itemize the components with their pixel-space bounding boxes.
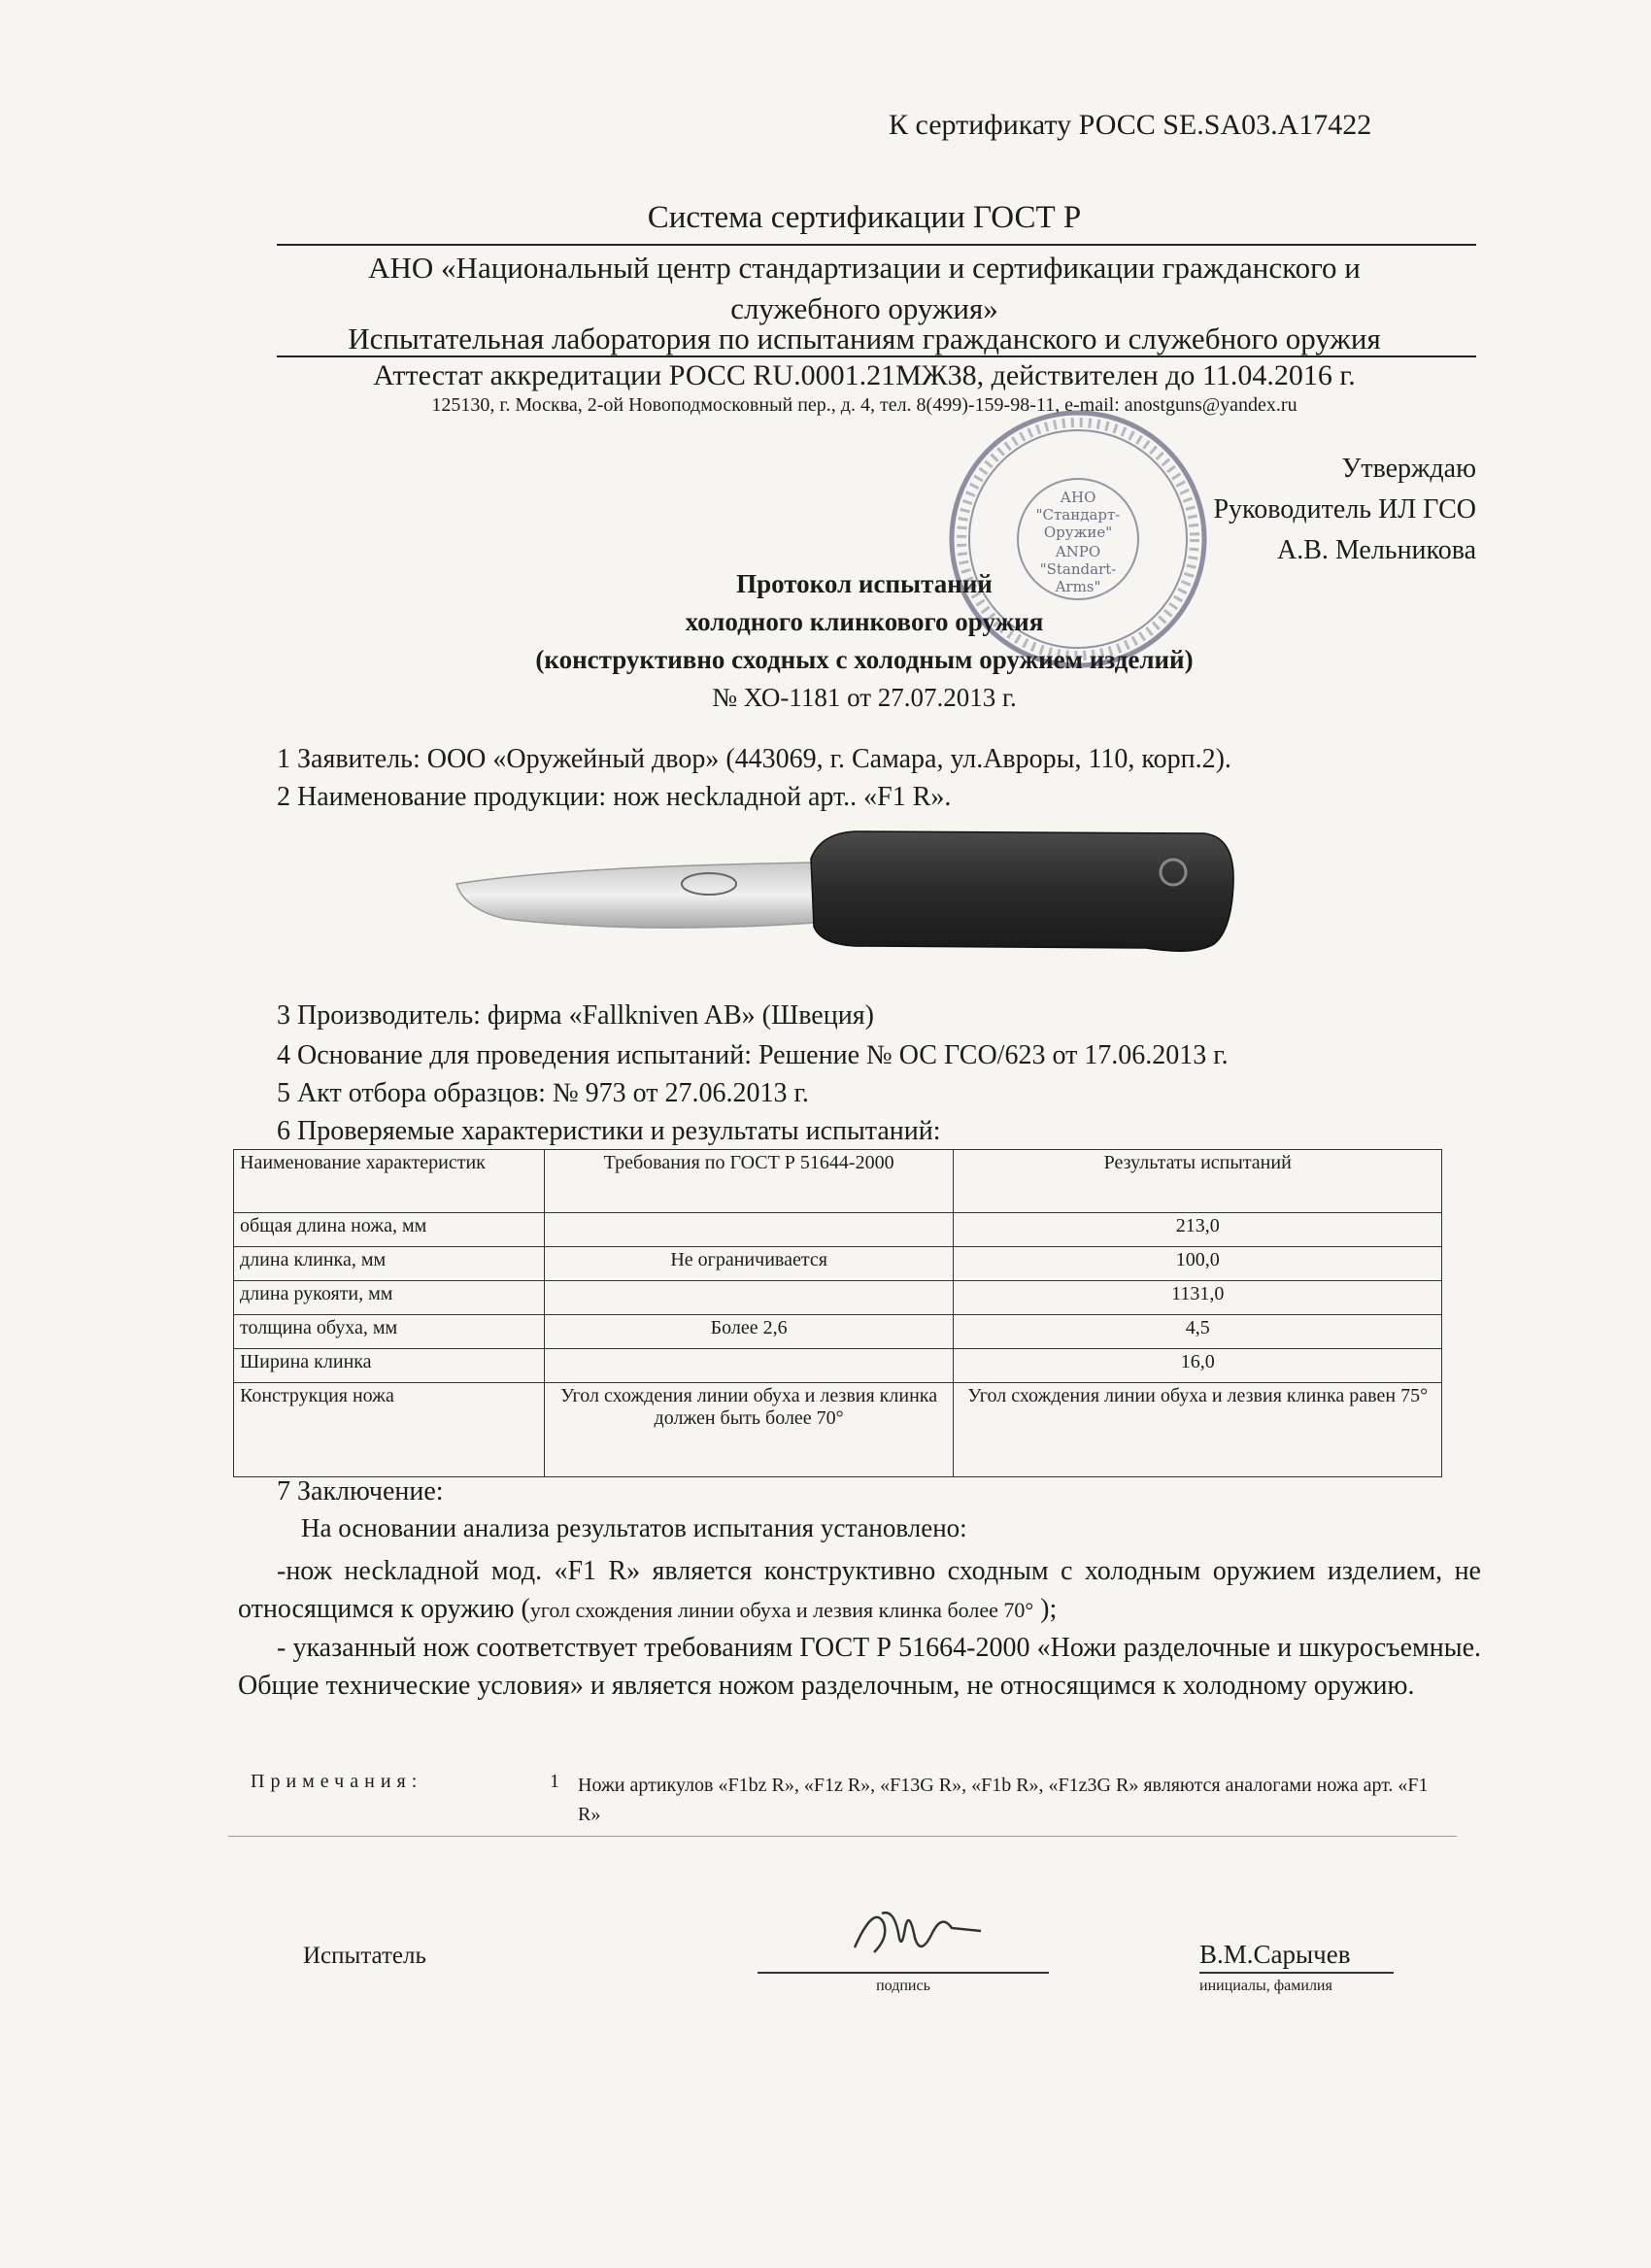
table-cell: Конструкция ножа — [234, 1383, 545, 1477]
protocol-title-line-1: Протокол испытаний — [736, 569, 993, 598]
name-line — [1199, 1972, 1394, 1974]
approval-line-1: Утверждаю — [1341, 454, 1476, 484]
table-cell: Не ограничивается — [544, 1247, 954, 1281]
testing-basis: 4 Основание для проведения испытаний: Решение № ОС ГСО/623 от 17.06.2013 г. — [277, 1040, 1229, 1070]
protocol-number: № ХО-1181 от 27.07.2013 г. — [712, 683, 1017, 712]
divider — [277, 355, 1476, 357]
conclusion-text: ); — [1033, 1594, 1058, 1624]
certification-system: Система сертификации ГОСТ Р — [647, 200, 1082, 235]
table-cell: Угол схождения линии обуха и лезвия клинка должен быть более 70° — [544, 1383, 954, 1477]
stamp-text: АНО — [1060, 489, 1096, 506]
table-row — [234, 1349, 1442, 1383]
table-cell — [544, 1349, 954, 1383]
knife-image-icon — [447, 826, 1243, 981]
conclusion-heading: 7 Заключение: — [277, 1476, 444, 1506]
notes-number: 1 — [550, 1771, 559, 1792]
table-cell: 4,5 — [954, 1315, 1442, 1349]
signature-caption: подпись — [876, 1978, 930, 1994]
name-caption: инициалы, фамилия — [1199, 1978, 1332, 1994]
approval-line-2: Руководитель ИЛ ГСО — [1213, 494, 1476, 525]
applicant: 1 Заявитель: ООО «Оружейный двор» (443069, г. Самара, ул.Авроры, 110, корп.2). — [277, 744, 1231, 774]
notes-label: Примечания: — [251, 1771, 423, 1792]
table-row — [234, 1315, 1442, 1349]
product-name: 2 Наименование продукции: нож несkладной арт.. «F1 R». — [277, 782, 952, 812]
table-header-row — [234, 1150, 1442, 1213]
conclusion-point-1 — [238, 1552, 1481, 1629]
table-cell: длина клинка, мм — [234, 1247, 545, 1281]
table-cell: 1131,0 — [954, 1281, 1442, 1315]
approval-block — [1213, 449, 1476, 571]
tester-name: В.М.Сарычев — [1199, 1940, 1351, 1969]
accreditation: Аттестат аккредитации РОСС RU.0001.21МЖ38, действителен до 11.04.2016 г. — [373, 359, 1356, 391]
conclusion-text-small: угол схождения линии обуха и лезвия клинка более 70° — [529, 1598, 1034, 1622]
stamp-text: Arms" — [1055, 578, 1101, 595]
table-cell: длина рукояти, мм — [234, 1281, 545, 1315]
manufacturer: 3 Производитель: фирма «Fallkniven AB» (Швеция) — [277, 1000, 874, 1031]
stamp-text: "Standart- — [1039, 560, 1117, 578]
table-header: Результаты испытаний — [954, 1150, 1442, 1213]
characteristics-heading: 6 Проверяемые характеристики и результаты испытаний: — [277, 1116, 941, 1146]
table-cell: толщина обуха, мм — [234, 1315, 545, 1349]
table-header: Наименование характеристик — [234, 1150, 545, 1213]
certificate-reference: К сертификату РОСС SE.SA03.A17422 — [889, 109, 1372, 141]
table-cell: Угол схождения линии обуха и лезвия клинка равен 75° — [954, 1383, 1442, 1477]
stamp-text: ANPO — [1055, 543, 1101, 560]
table-row — [234, 1213, 1442, 1247]
table-cell: 16,0 — [954, 1349, 1442, 1383]
table-cell: общая длина ножа, мм — [234, 1213, 545, 1247]
protocol-title — [291, 565, 1437, 717]
sampling-act: 5 Акт отбора образцов: № 973 от 27.06.2013 г. — [277, 1078, 809, 1108]
divider — [277, 244, 1476, 246]
organization-line-2: служебного оружия» — [730, 291, 998, 325]
divider — [228, 1836, 1457, 1837]
table-header: Требования по ГОСТ Р 51644-2000 — [544, 1150, 954, 1213]
table-cell: Более 2,6 — [544, 1315, 954, 1349]
laboratory-name: Испытательная лаборатория по испытаниям гражданского и служебного оружия — [348, 322, 1381, 355]
protocol-title-line-2: холодного клинкового оружия — [685, 607, 1044, 636]
table-row — [234, 1247, 1442, 1281]
table-cell — [544, 1213, 954, 1247]
organization-line-1: АНО «Национальный центр стандартизации и сертификации гражданского и — [368, 251, 1361, 285]
table-cell: Ширина клинка — [234, 1349, 545, 1383]
notes-text: Ножи артикулов «F1bz R», «F1z R», «F13G R», «F1b R», «F1z3G R» являются аналогами ножа арт. «F1 R» — [578, 1775, 1429, 1825]
results-table — [233, 1149, 1442, 1477]
conclusion-body — [238, 1552, 1481, 1705]
stamp-text: "Стандарт- — [1035, 506, 1121, 524]
table-cell: 213,0 — [954, 1213, 1442, 1247]
tester-label: Испытатель — [303, 1943, 426, 1969]
table-row — [234, 1281, 1442, 1315]
conclusion-point-2: - указанный нож соответствует требованиям ГОСТ Р 51664-2000 «Ножи разделочные и шкуросъемные. Общие технические условия» и является ножом разделочным, не относящимся к холодному оружию. — [238, 1633, 1481, 1701]
protocol-title-line-3: (конструктивно сходных с холодным оружием изделий) — [535, 645, 1194, 674]
conclusion-intro: На основании анализа результатов испытания установлено: — [301, 1513, 967, 1542]
handwritten-signature-icon — [845, 1894, 991, 1972]
stamp-text: Оружие" — [1043, 524, 1113, 541]
organization-name — [253, 248, 1476, 329]
table-cell — [544, 1281, 954, 1315]
table-cell: 100,0 — [954, 1247, 1442, 1281]
table-row — [234, 1383, 1442, 1477]
signature-line — [758, 1972, 1049, 1974]
address: 125130, г. Москва, 2-ой Новоподмосковный пер., д. 4, тел. 8(499)-159-98-11, e-mail: anostguns@yandex.ru — [431, 394, 1297, 416]
conclusion-text: -нож несkладной мод. «F1 R» является конструктивно сходным с холодным оружием изделием, не относящимся к оружию ( — [238, 1556, 1481, 1624]
approval-line-3: А.В. Мельникова — [1276, 535, 1476, 565]
